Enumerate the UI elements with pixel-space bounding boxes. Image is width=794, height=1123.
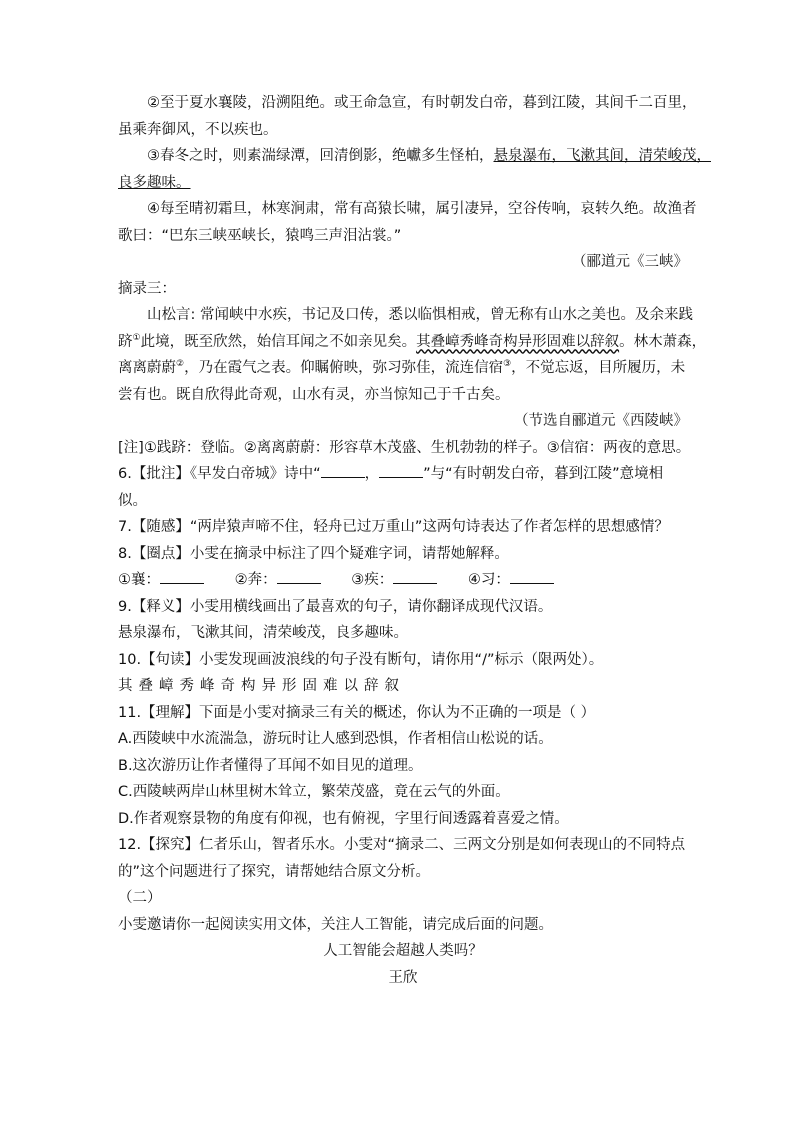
passage3-heading: 摘录三： — [118, 280, 176, 297]
answer-blank[interactable] — [160, 569, 204, 584]
question-6-text: 6.【批注】《早发白帝城》诗中“ — [118, 466, 321, 482]
underlined-sentence-part1: 悬泉瀑布，飞漱其间，清荣峻茂， — [493, 148, 711, 164]
term-label: ④习： — [467, 572, 510, 588]
underlined-sentence-part2: 良多趣味。 — [118, 174, 191, 191]
passage2-p3-text: ③春冬之时，则素湍绿潭，回清倒影，绝巘多生怪柏， — [147, 148, 494, 164]
question-6-line2: 似。 — [118, 492, 147, 509]
passage3-line2 — [118, 329, 707, 356]
option-a: A.西陵峡中水流湍急，游玩时让人感到恐惧，作者相信山松说的话。 — [118, 731, 553, 747]
passage3-line1: 山松言: 常闻峡中水疾，书记及口传，悉以临惧相戒，曾无称有山水之美也。及余来践 — [147, 307, 693, 323]
passage2-p4-line2: 歌曰：“巴东三峡巫峡长，猿鸣三声泪沾裳。” — [118, 227, 402, 244]
section-intro: 小雯邀请你一起阅读实用文体，关注人工智能，请完成后面的问题。 — [118, 916, 553, 933]
answer-blank[interactable] — [393, 569, 437, 584]
passage3-source: （节选自郦道元《西陵峡》 — [514, 413, 688, 429]
question-7: 7.【随感】“两岸猿声啼不住，轻舟已过万重山”这两句诗表达了作者怎样的思想感情？ — [118, 519, 669, 535]
answer-blank[interactable] — [379, 463, 423, 478]
passage3-note: [注]①践跻：登临。②离离蔚蔚：形容草木茂盛、生机勃勃的样子。③信宿：两夜的意思。 — [118, 439, 691, 456]
passage3-text: 跻 — [118, 333, 133, 350]
answer-blank[interactable] — [510, 569, 554, 584]
term-label: ①襄： — [118, 572, 160, 588]
footnote-marker-3: ③ — [503, 359, 512, 370]
document-content — [118, 90, 711, 991]
answer-blank[interactable] — [277, 569, 321, 584]
question-9-sentence: 悬泉瀑布，飞漱其间，清荣峻茂，良多趣味。 — [118, 625, 408, 641]
question-6-text: ”与“有时朝发白帝，暮到江陵”意境相 — [423, 466, 664, 482]
passage3-text: 此境，既至欣然，始信耳闻之不如亲见矣。 — [140, 333, 417, 350]
passage2-p4-line1: ④每至晴初霜旦，林寒涧肃，常有高猿长啸，属引凄异，空谷传响，哀转久绝。故渔者 — [147, 201, 697, 217]
passage3-line4: 尝有也。既自欣得此奇观，山水有灵，亦当惊知己于千古矣。 — [118, 386, 510, 403]
passage2-p2-line1: ②至于夏水襄陵，沿溯阻绝。或王命急宣，有时朝发白帝，暮到江陵，其间千二百里， — [147, 95, 697, 111]
option-c: C.西陵峡两岸山林里树木耸立，繁荣茂盛，竟在云气的外面。 — [118, 784, 510, 800]
question-9: 9.【释义】小雯用横线画出了最喜欢的句子，请你翻译成现代汉语。 — [118, 598, 553, 615]
question-6-comma: ， — [364, 466, 380, 482]
footnote-marker-1: ① — [132, 332, 141, 343]
section-label: （二） — [118, 890, 162, 906]
article-title: 人工智能会超越人类吗？ — [323, 943, 483, 959]
article-author: 王欣 — [388, 969, 418, 986]
passage2-p2-line2: 虽乘奔御风，不以疾也。 — [118, 121, 278, 138]
question-6-line1 — [118, 461, 688, 488]
passage3-text: ，乃在霞气之表。仰瞩俯映，弥习弥佳，流连信宿 — [184, 360, 504, 376]
question-12-line2: 的”这个问题进行了探究，请帮她结合原文分析。 — [118, 863, 431, 880]
question-10: 10.【句读】小雯发现画波浪线的句子没有断句，请你用“/”标示（限两处）。 — [118, 651, 604, 668]
question-8: 8.【圈点】小雯在摘录中标注了四个疑难字词，请帮她解释。 — [118, 545, 509, 562]
term-label: ③疾： — [351, 572, 394, 588]
term-label: ②奔： — [234, 572, 277, 588]
question-12-line1: 12.【探究】仁者乐山，智者乐水。小雯对“摘录二、三两文分别是如何表现山的不同特点 — [118, 837, 686, 853]
passage3-text: 。林木萧森， — [619, 333, 707, 350]
wavy-underlined-sentence: 其叠嶂秀峰奇构异形固难以辞叙 — [416, 333, 620, 350]
passage3-text: ，不觉忘返，目所履历，未 — [511, 360, 686, 376]
passage3-text: 离离蔚蔚 — [118, 360, 176, 376]
question-10-sentence: 其叠嶂秀峰奇构异形固难以辞叙 — [118, 678, 405, 694]
option-b: B.这次游历让作者懂得了耳闻不如目见的道理。 — [118, 757, 423, 774]
question-11: 11.【理解】下面是小雯对摘录三有关的概述，你认为不正确的一项是（ ） — [118, 704, 596, 721]
passage2-p3-line2 — [118, 170, 688, 197]
passage2-source: （郦道元《三峡》 — [572, 254, 688, 270]
passage2-p3-line1 — [118, 143, 711, 170]
question-8-blanks — [118, 567, 688, 594]
passage3-line3 — [118, 355, 688, 382]
option-d: D.作者观察景物的角度有仰视，也有俯视，字里行间透露着喜爱之情。 — [118, 810, 569, 827]
answer-blank[interactable] — [321, 463, 365, 478]
footnote-marker-2: ② — [176, 359, 185, 370]
